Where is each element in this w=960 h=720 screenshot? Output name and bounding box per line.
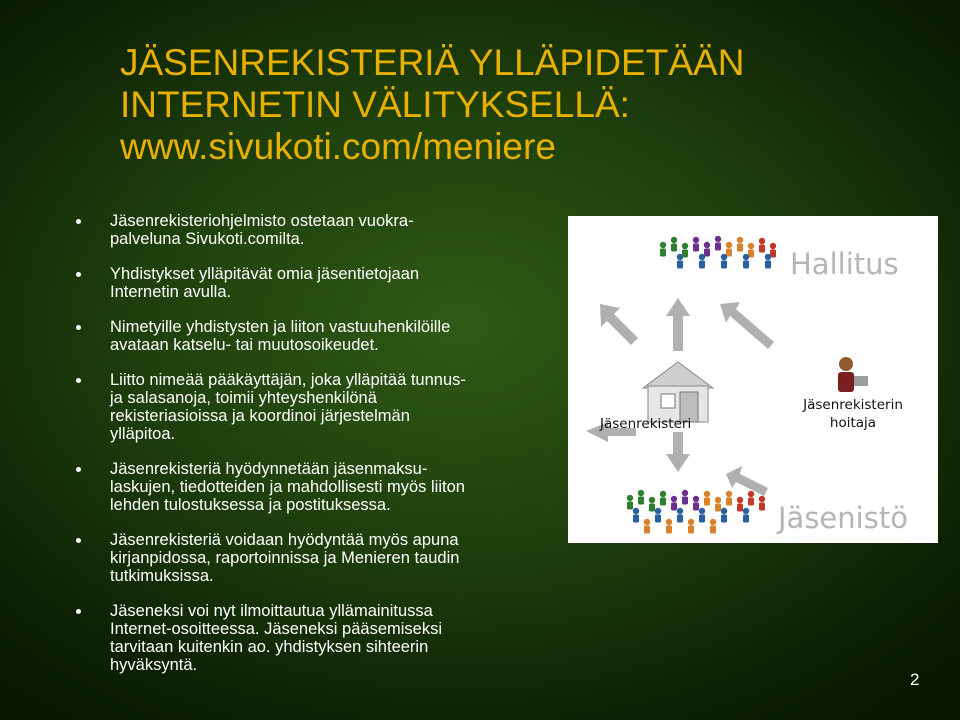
bullet-line: Jäsenrekisteriohjelmisto ostetaan vuokra- [110,212,414,230]
people-cluster-icon [627,490,765,534]
bullet-line: hyväksyntä. [110,656,198,674]
people-cluster-icon [660,236,776,269]
bullet-line: palveluna Sivukoti.comilta. [110,230,305,248]
bullet-line: Jäsenrekisteriä voidaan hyödyntää myös apuna [110,531,459,549]
slide-title [120,42,920,168]
label-hoitaja-line2: hoitaja [829,415,877,431]
bullet-item [76,212,546,248]
bullet-item [76,531,546,585]
bullet-dot-icon [76,378,81,383]
bullet-line: Internet-osoitteessa. Jäseneksi pääsemiseksi [110,620,442,638]
bullet-line: Internetin avulla. [110,283,232,301]
bullet-item [76,460,546,514]
bullet-line: ylläpitoa. [110,425,176,443]
membership-diagram [568,216,938,543]
bullet-dot-icon [76,325,81,330]
bullet-list [76,212,546,691]
bullet-item [76,318,546,354]
bullet-line: Liitto nimeää pääkäyttäjän, joka ylläpitää tunnus- [110,371,466,389]
label-jasenisto: Jäsenistö [778,501,908,535]
label-jasenrekisteri: Jäsenrekisteri [600,416,692,432]
bullet-line: Yhdistykset ylläpitävät omia jäsentietojaan [110,265,420,283]
bullet-dot-icon [76,219,81,224]
bullet-dot-icon [76,467,81,472]
diagram-svg [568,216,938,543]
title-line-1: JÄSENREKISTERIÄ YLLÄPIDETÄÄN [120,42,745,83]
page-number: 2 [910,670,920,689]
bullet-item [76,265,546,301]
bullet-line: tutkimuksissa. [110,567,214,585]
title-line-2: INTERNETIN VÄLITYKSELLÄ: [120,84,630,125]
title-line-3: www.sivukoti.com/meniere [120,126,556,167]
label-hoitaja-line1: Jäsenrekisterin [803,397,903,413]
bullet-line: lehden tulostuksessa ja postituksessa. [110,496,391,514]
bullet-line: Nimetyille yhdistysten ja liiton vastuuhenkilöille [110,318,451,336]
bullet-line: tarvitaan kuitenkin ao. yhdistyksen sihteerin [110,638,429,656]
house-database-icon [643,362,713,422]
bullet-item [76,602,546,674]
bullet-dot-icon [76,272,81,277]
bullet-dot-icon [76,538,81,543]
bullet-line: rekisteriasioissa ja koordinoi järjestelmän [110,407,410,425]
bullet-line: kirjanpidossa, raportoinnissa ja Menieren taudin [110,549,460,567]
bullet-line: Jäsenrekisteriä hyödynnetään jäsenmaksu- [110,460,428,478]
people-cluster-icon [838,357,868,392]
label-hallitus: Hallitus [790,247,899,281]
bullet-dot-icon [76,609,81,614]
bullet-line: Jäseneksi voi nyt ilmoittautua yllämainitussa [110,602,433,620]
bullet-item [76,371,546,443]
bullet-line: ja salasanoja, toimii yhteyshenkilönä [110,389,377,407]
bullet-line: laskujen, tiedotteiden ja mahdollisesti myös liiton [110,478,465,496]
bullet-line: avataan katselu- tai muutosoikeudet. [110,336,379,354]
